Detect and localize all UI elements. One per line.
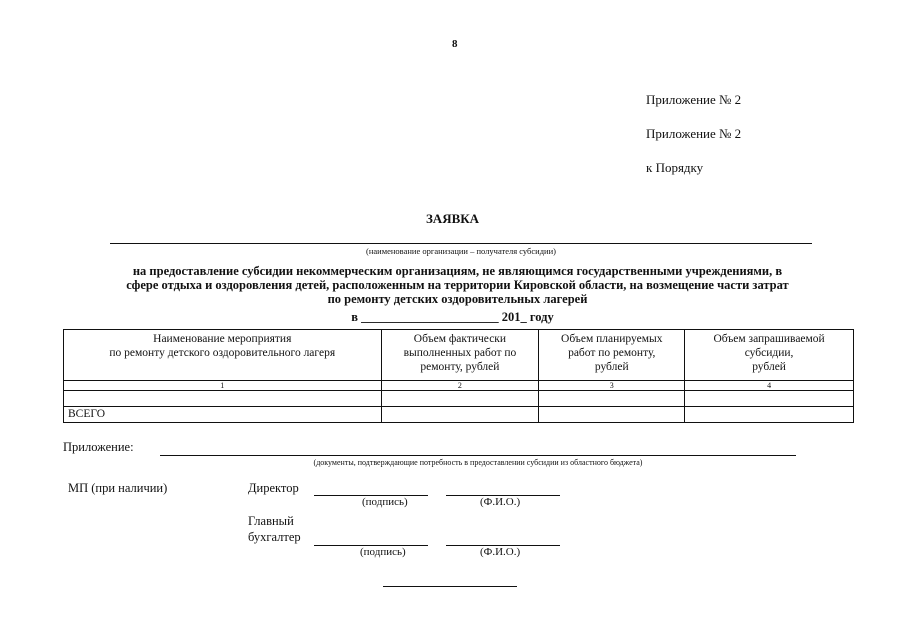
page-number: 8 xyxy=(452,38,458,50)
org-name-caption: (наименование организации – получателя субсидии) xyxy=(366,246,556,256)
attachment-label: Приложение: xyxy=(63,440,134,454)
document-title: ЗАЯВКА xyxy=(425,211,480,226)
year-suffix: 201_ году xyxy=(501,310,554,324)
table-total-row xyxy=(64,407,854,423)
director-label: Директор xyxy=(248,481,299,495)
total-label: ВСЕГО xyxy=(64,407,382,423)
director-sign-caption: (подпись) xyxy=(362,496,408,508)
table-cell[interactable] xyxy=(685,391,854,407)
column-number: 1 xyxy=(64,381,382,391)
heading-line-3: по ремонту детских оздоровительных лагерей xyxy=(327,292,588,306)
table-cell[interactable] xyxy=(381,407,539,423)
column-number: 3 xyxy=(539,381,685,391)
director-name-caption: (Ф.И.О.) xyxy=(480,496,521,508)
table-cell[interactable] xyxy=(685,407,854,423)
heading-line-2: сфере отдыха и оздоровления детей, расположенным на территории Кировской области, на возмещение части затрат xyxy=(126,278,789,292)
accountant-label-line-1: Главный xyxy=(248,514,294,528)
attachment-line[interactable] xyxy=(160,455,796,456)
org-name-line xyxy=(110,243,812,244)
accountant-name-caption: (Ф.И.О.) xyxy=(480,546,521,558)
column-number: 2 xyxy=(381,381,539,391)
table-cell[interactable] xyxy=(539,407,685,423)
column-number: 4 xyxy=(685,381,854,391)
accountant-sign-caption: (подпись) xyxy=(360,546,406,558)
year-prefix: в xyxy=(351,310,359,324)
header-cell: Объем запрашиваемой субсидии, рублей xyxy=(685,330,854,381)
header-cell: Объем планируемых работ по ремонту, рублей xyxy=(539,330,685,381)
table-number-row xyxy=(64,381,854,391)
table-header-row xyxy=(64,330,854,381)
heading-line-1: на предоставление субсидии некоммерческим организациям, не являющимся государственными учреждениями, в xyxy=(132,264,783,278)
appendix-line-3: к Порядку xyxy=(646,160,704,175)
table-cell[interactable] xyxy=(539,391,685,407)
year-blank: ______________________ xyxy=(361,310,499,324)
stamp-label: МП (при наличии) xyxy=(68,481,168,495)
header-cell: Наименование мероприятия по ремонту детского оздоровительного лагеря xyxy=(64,330,382,381)
year-line xyxy=(0,310,905,325)
attachment-caption: (документы, подтверждающие потребность в предоставлении субсидии из областного бюджета) xyxy=(313,458,643,467)
appendix-line-2: Приложение № 2 xyxy=(646,126,742,141)
end-rule xyxy=(383,586,517,587)
accountant-label-line-2: бухгалтер xyxy=(248,530,301,544)
request-heading xyxy=(55,264,860,306)
table-row xyxy=(64,391,854,407)
appendix-line-1: Приложение № 2 xyxy=(646,92,742,107)
table-cell[interactable] xyxy=(64,391,382,407)
subsidy-table xyxy=(63,329,854,423)
table-cell[interactable] xyxy=(381,391,539,407)
header-cell: Объем фактически выполненных работ по ремонту, рублей xyxy=(381,330,539,381)
